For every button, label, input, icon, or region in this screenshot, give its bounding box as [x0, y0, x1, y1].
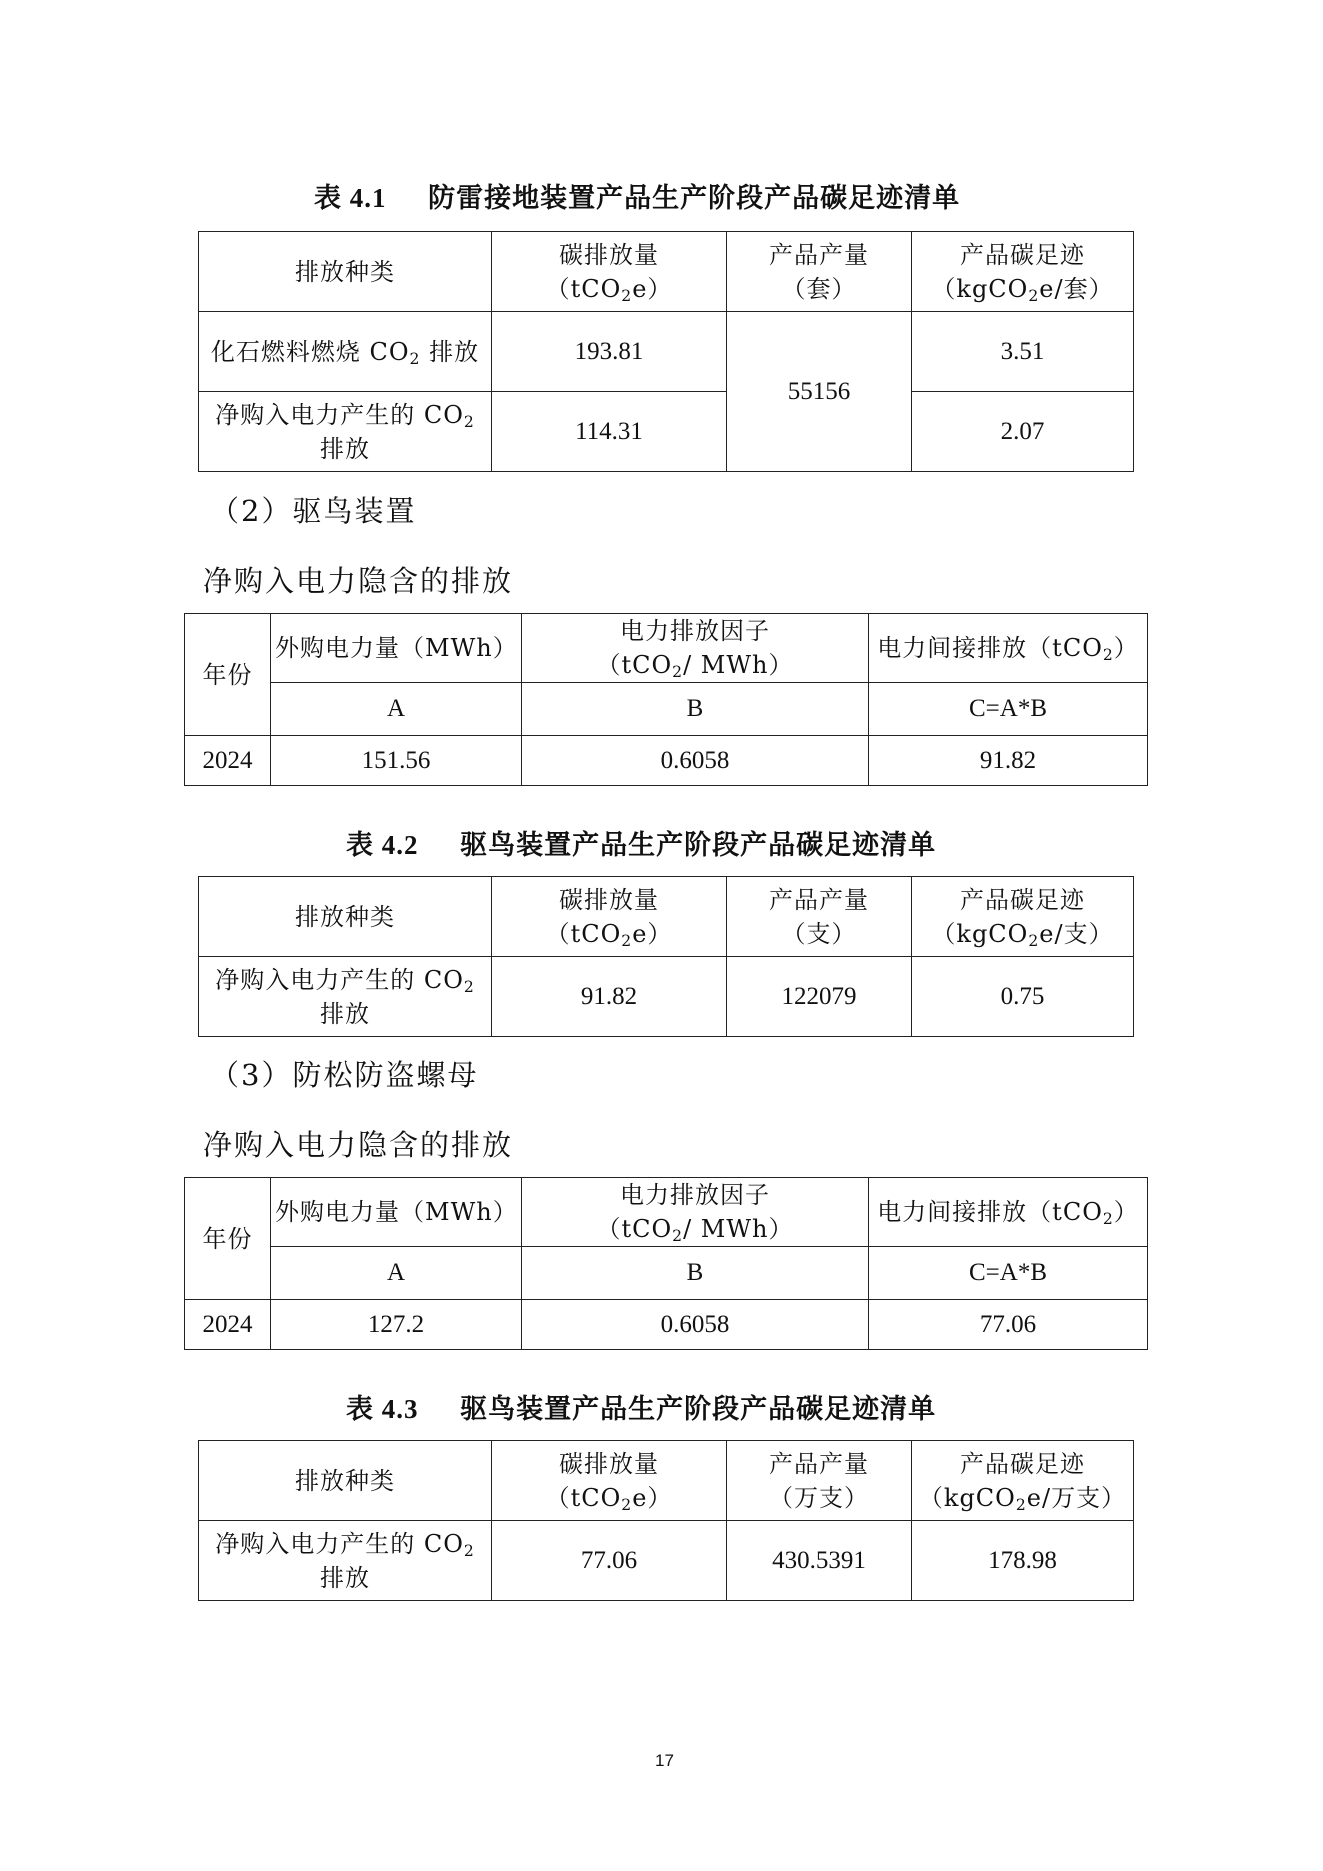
table-4-1 — [198, 231, 1134, 472]
header-indirect-emission: 电力间接排放（tCO$_2$） — [869, 614, 1148, 683]
table-row — [185, 1300, 1148, 1350]
letter-c: C=A*B — [869, 1247, 1148, 1300]
emission-type-cell: 净购入电力产生的 $CO_2$ 排放 — [199, 957, 492, 1037]
letter-a: A — [271, 683, 522, 736]
year-header: 年份 — [185, 614, 271, 736]
table-row — [185, 736, 1148, 786]
header-footprint: 产品碳足迹 （kgCO$_2$e/支） — [912, 877, 1134, 957]
purchased-power-cell: 151.56 — [271, 736, 522, 786]
emission-type-cell: 净购入电力产生的 $CO_2$ 排放 — [199, 392, 492, 472]
electricity-table-2 — [184, 613, 1148, 786]
indirect-emission-cell: 91.82 — [869, 736, 1148, 786]
header-emission-factor: 电力排放因子（tCO$_2$/ MWh） — [522, 1178, 869, 1247]
section-3-heading: （3）防松防盗螺母 — [210, 1058, 479, 1092]
year-header: 年份 — [185, 1178, 271, 1300]
caption-title: 驱鸟装置产品生产阶段产品碳足迹清单 — [460, 830, 937, 861]
section-2-subheading: 净购入电力隐含的排放 — [203, 564, 514, 598]
header-output: 产品产量 （万支） — [727, 1441, 912, 1521]
caption-title: 防雷接地装置产品生产阶段产品碳足迹清单 — [428, 183, 961, 214]
table-4-3-caption — [346, 1387, 936, 1426]
output-cell: 122079 — [727, 957, 912, 1037]
footprint-cell: 3.51 — [912, 312, 1134, 392]
emission-amount-cell: 114.31 — [492, 392, 727, 472]
caption-title: 驱鸟装置产品生产阶段产品碳足迹清单 — [460, 1394, 937, 1425]
header-purchased-power: 外购电力量（MWh） — [271, 614, 522, 683]
letter-b: B — [522, 1247, 869, 1300]
indirect-emission-cell: 77.06 — [869, 1300, 1148, 1350]
purchased-power-cell: 127.2 — [271, 1300, 522, 1350]
year-cell: 2024 — [185, 1300, 271, 1350]
letter-b: B — [522, 683, 869, 736]
header-emission-amount: 碳排放量（tCO$_2$e） — [492, 1441, 727, 1521]
table-4-2 — [198, 876, 1134, 1037]
emission-amount-cell: 193.81 — [492, 312, 727, 392]
footprint-cell: 178.98 — [912, 1521, 1134, 1601]
table-header-row — [199, 1441, 1134, 1521]
header-indirect-emission: 电力间接排放（tCO$_2$） — [869, 1178, 1148, 1247]
section-2-heading: （2）驱鸟装置 — [210, 494, 417, 528]
table-4-2-caption — [346, 823, 936, 862]
letter-a: A — [271, 1247, 522, 1300]
caption-number: 表 4.2 — [346, 830, 419, 860]
year-cell: 2024 — [185, 736, 271, 786]
emission-amount-cell: 91.82 — [492, 957, 727, 1037]
emission-type-cell: 化石燃料燃烧 $CO_2$ 排放 — [199, 312, 492, 392]
table-row — [199, 1521, 1134, 1601]
table-header-row — [199, 232, 1134, 312]
table-row — [199, 957, 1134, 1037]
header-purchased-power: 外购电力量（MWh） — [271, 1178, 522, 1247]
emission-type-cell: 净购入电力产生的 $CO_2$ 排放 — [199, 1521, 492, 1601]
section-3-subheading: 净购入电力隐含的排放 — [203, 1128, 514, 1162]
table-row — [199, 312, 1134, 392]
emission-factor-cell: 0.6058 — [522, 736, 869, 786]
header-emission-amount: 碳排放量（tCO$_2$e） — [492, 232, 727, 312]
header-emission-factor: 电力排放因子（tCO$_2$/ MWh） — [522, 614, 869, 683]
page-number: 17 — [655, 1751, 674, 1770]
emission-factor-cell: 0.6058 — [522, 1300, 869, 1350]
output-cell: 430.5391 — [727, 1521, 912, 1601]
output-cell: 55156 — [727, 312, 912, 472]
header-emission-type: 排放种类 — [199, 877, 492, 957]
table-4-3 — [198, 1440, 1134, 1601]
header-emission-type: 排放种类 — [199, 232, 492, 312]
table-4-1-caption — [314, 176, 960, 215]
header-output: 产品产量 （套） — [727, 232, 912, 312]
letter-c: C=A*B — [869, 683, 1148, 736]
footprint-cell: 0.75 — [912, 957, 1134, 1037]
caption-number: 表 4.1 — [314, 183, 387, 213]
header-emission-type: 排放种类 — [199, 1441, 492, 1521]
footprint-cell: 2.07 — [912, 392, 1134, 472]
emission-amount-cell: 77.06 — [492, 1521, 727, 1601]
table-row — [199, 392, 1134, 472]
table-header-row — [199, 877, 1134, 957]
header-footprint: 产品碳足迹 （kgCO$_2$e/万支） — [912, 1441, 1134, 1521]
header-output: 产品产量 （支） — [727, 877, 912, 957]
caption-number: 表 4.3 — [346, 1394, 419, 1424]
header-footprint: 产品碳足迹 （kgCO$_2$e/套） — [912, 232, 1134, 312]
header-emission-amount: 碳排放量（tCO$_2$e） — [492, 877, 727, 957]
electricity-table-3 — [184, 1177, 1148, 1350]
